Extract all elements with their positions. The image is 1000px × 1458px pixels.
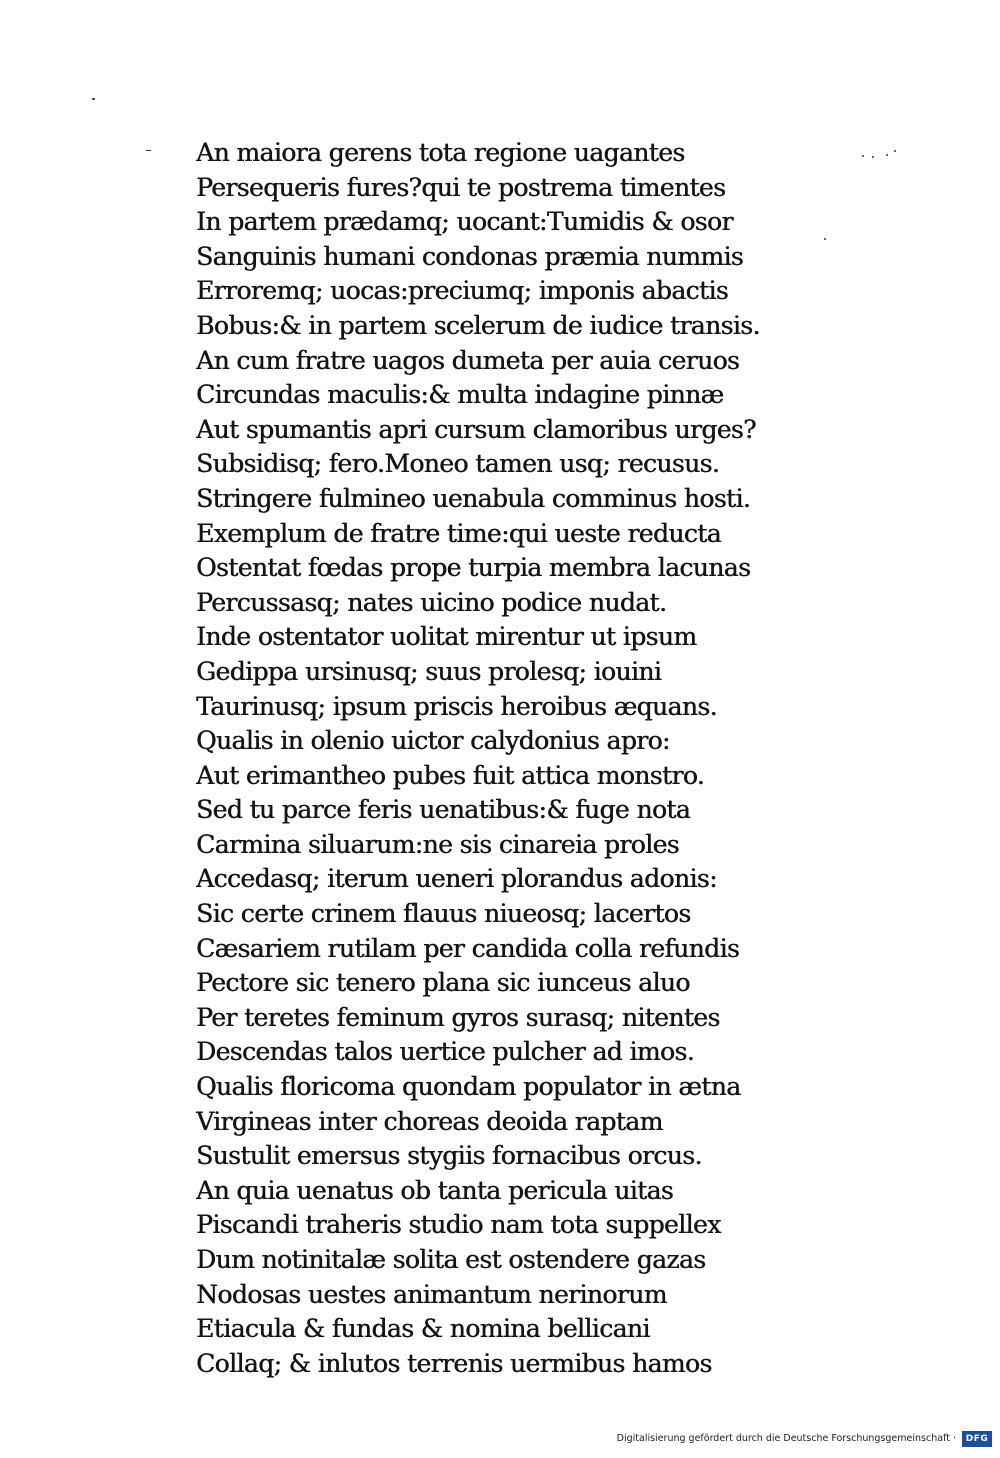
scan-speck	[894, 150, 896, 152]
verse-line: In partem prædamq; uocant:Tumidis & osor	[196, 207, 733, 237]
verse-line: An cum fratre uagos dumeta per auia ceruos	[196, 345, 740, 375]
scan-speck	[146, 150, 151, 151]
verse-line: Virgineas inter choreas deoida raptam	[196, 1106, 663, 1136]
verse-line: Subsidisq; fero.Moneo tamen usq; recusus.	[196, 449, 720, 479]
scan-speck	[886, 154, 888, 156]
verse-text-block	[196, 136, 836, 1381]
verse-line: Piscandi traheris studio nam tota suppellex	[196, 1210, 721, 1240]
verse-line: Nodosas uestes animantum nerinorum	[196, 1279, 667, 1309]
verse-line: Gedippa ursinusq; suus prolesq; iouini	[196, 656, 662, 686]
verse-line: Erroremq; uocas:preciumq; imponis abactis	[196, 276, 728, 306]
verse-line: Qualis floricoma quondam populator in ætna	[196, 1072, 741, 1102]
verse-line: Sed tu parce feris uenatibus:& fuge nota	[196, 795, 691, 825]
verse-line: Persequeris fures?qui te postrema timentes	[196, 172, 726, 202]
scan-speck	[872, 156, 874, 158]
verse-line: Pectore sic tenero plana sic iunceus aluo	[196, 968, 690, 998]
verse-line: Collaq; & inlutos terrenis uermibus hamos	[196, 1348, 712, 1378]
verse-line: Percussasq; nates uicino podice nudat.	[196, 587, 667, 617]
verse-line: Sic certe crinem flauus niueosq; lacertos	[196, 899, 691, 929]
verse-line: Circundas maculis:& multa indagine pinnæ	[196, 380, 724, 410]
verse-line: Stringere fulmineo uenabula comminus hosti.	[196, 483, 751, 513]
verse-line: Etiacula & fundas & nomina bellicani	[196, 1314, 650, 1344]
verse-line: Accedasq; iterum ueneri plorandus adonis:	[196, 864, 717, 894]
verse-line: Aut spumantis apri cursum clamoribus urges?	[196, 414, 756, 444]
verse-line: Descendas talos uertice pulcher ad imos.	[196, 1037, 694, 1067]
verse-line: Sanguinis humani condonas præmia nummis	[196, 241, 743, 271]
verse-line: Per teretes feminum gyros surasq; nitentes	[196, 1002, 720, 1032]
scan-speck	[862, 155, 864, 157]
verse-line: Ostentat fœdas prope turpia membra lacunas	[196, 553, 751, 583]
verse-line: An quia uenatus ob tanta pericula uitas	[196, 1175, 674, 1205]
verse-line: An maiora gerens tota regione uagantes	[196, 138, 685, 167]
scan-speck	[92, 98, 95, 100]
verse-line: Inde ostentator uolitat mirentur ut ipsum	[196, 622, 697, 652]
verse-line: Aut erimantheo pubes fuit attica monstro.	[196, 760, 705, 790]
digitization-credit: Digitalisierung gefördert durch die Deutsche Forschungsgemeinschaft ·	[616, 1433, 956, 1444]
verse-line: Bobus:& in partem scelerum de iudice transis.	[196, 310, 760, 340]
verse-line: Carmina siluarum:ne sis cinareia proles	[196, 829, 679, 859]
verse-line: Sustulit emersus stygiis fornacibus orcus.	[196, 1141, 702, 1171]
verse-line: Qualis in olenio uictor calydonius apro:	[196, 726, 670, 756]
verse-line: Taurinusq; ipsum priscis heroibus æquans.	[196, 691, 717, 721]
verse-line: Cæsariem rutilam per candida colla refundis	[196, 933, 740, 963]
verse-line: Exemplum de fratre time:qui ueste reducta	[196, 518, 721, 548]
dfg-logo: DFG	[962, 1431, 992, 1447]
verse-line: Dum notinitalæ solita est ostendere gazas	[196, 1245, 706, 1274]
